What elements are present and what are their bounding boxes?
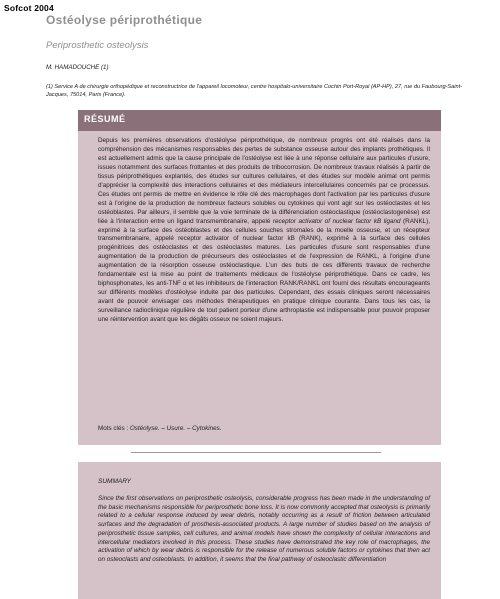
author-affiliation: (1) Service A de chirurgie orthopédique et reconstructrice de l'appareil locomoteur, centre hospitalo-universitaire Cochin Port-Royal (AP-HP), 27, rue du Faubourg-Saint-Jacques, 75014, Paris (France). [46, 84, 463, 98]
resume-section [78, 110, 441, 445]
article-title-french: Ostéolyse périprothétique [46, 13, 203, 27]
summary-section [78, 462, 441, 599]
resume-header-band [78, 110, 441, 131]
summary-heading: SUMMARY [98, 478, 131, 485]
resume-text-part2: (RANKL), exprimé à la surface des ostéoblastes et des cellules souches stromales de la moelle osseuse, et un récepteur transmembranaire, appelé receptor activator of nuclear factor kB (RANK), exprimé à la surface des cellules progénitrices des ostéoclastes et des ostéoclastes matures. Les particules d'usure sont responsables d'une augmentation de la production de précurseurs des ostéoclastes et de l'expression de RANKL, à l'origine d'une augmentation de la résorption osseuse ostéoclastique. L'un des buts de ces différents travaux de recherche fondamentale est la mise au point de traitements médicaux de l'ostéolyse périprothétique. Dans ce cadre, les biphosphonates, les anti-TNF α et les inhibiteurs de l'interaction RANK/RANKL ont fourni des résultats encourageants sur différents modèles d'ostéolyse induite par des particules. Cependant, des essais cliniques seront nécessaires avant de pouvoir envisager ces méthodes thérapeutiques en pratique clinique courante. Dans tous les cas, la surveillance radioclinique régulière de tout patient porteur d'une arthroplastie est indispensable pour pouvoir proposer une réintervention avant que les dégâts osseux ne soient majeurs. [98, 217, 431, 324]
section-divider [131, 452, 381, 453]
keywords-line [98, 425, 430, 432]
keywords-label: Mots clés : [98, 425, 129, 432]
keywords-text: Ostéolyse. – Usure. – Cytokines. [129, 425, 222, 432]
resume-body [98, 137, 430, 325]
resume-heading: RÉSUMÉ [84, 114, 126, 124]
article-title-english: Periprosthetic osteolysis [46, 40, 149, 51]
journal-tag: Sofcot 2004 [4, 3, 54, 13]
summary-body: Since the first observations on periprosthetic osteolysis, considerable progress has been made in the understanding of the basic mechanisms responsible for periprosthetic bone loss. It is now commonly accepted that osteolysis is primarily related to a cellular response induced by wear debris, notably occurring as a result of friction between articulated surfaces and the degradation of prosthesis-associated products. A large number of studies based on the analysis of periprosthetic tissue samples, cell cultures, and animal models have shown the complexity of cellular interactions and intercellular mediators involved in this process. These studies have demonstrated the key role of macrophages, the activation of which by wear debris is responsible for the release of numerous soluble factors or cytokines that then act on osteoclasts and osteoblasts. In addition, it seems that the final pathway of osteoclastic differentiation [98, 495, 430, 563]
article-author: M. HAMADOUCHE (1) [46, 64, 109, 71]
resume-text-italic: receptor activator of nuclear factor kB ligand [272, 217, 401, 225]
resume-text-part1: Depuis les premières observations d'ostéolyse périprothétique, de nombreux progrès ont été réalisés dans la compréhension des mécanismes responsables des pertes de substance osseuse autour des implants prothétiques. Il est actuellement admis que la cause principale de l'ostéolyse est liée à une réponse cellulaire aux particules d'usure, issues notamment des surfaces frottantes et des produits de tribocorrosion. De nombreux travaux réalisés à partir de tissus périprothétiques explantés, des études sur cultures cellulaires, et des études sur modèle animal ont permis d'apprécier la complexité des interactions cellulaires et des médiateurs intercellulaires concernés par ce processus. Ces études ont permis de mettre en évidence le rôle clé des macrophages dont l'activation par les particules d'usure est à l'origine de la production de nombreux facteurs solubles ou cytokines qui vont agir sur les ostéoclastes et les ostéoblastes. Par ailleurs, il semble que la voie terminale de la différenciation ostéoclastique (ostéoclastogenèse) est liée à l'interaction entre un ligand transmembranaire, appelé [98, 137, 430, 225]
